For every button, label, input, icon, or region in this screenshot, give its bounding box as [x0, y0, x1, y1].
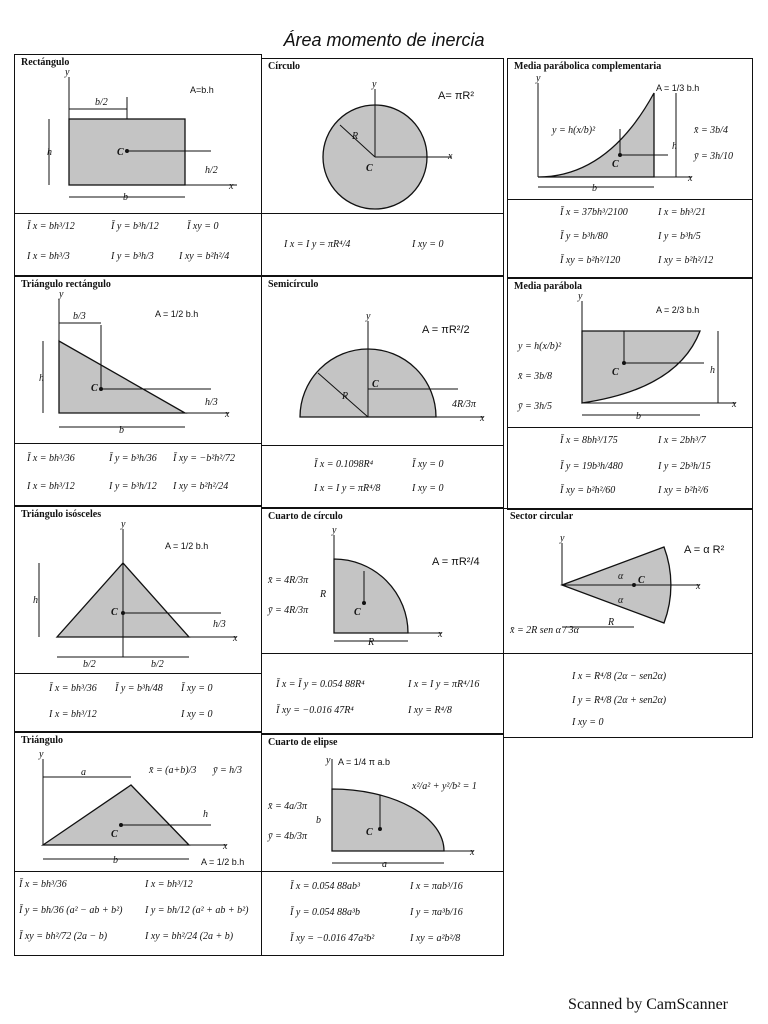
- centroid-label: C: [372, 379, 379, 390]
- formula: I x = πab³/16: [410, 881, 463, 892]
- formula: I y = R⁴/8 (2α + sen2α): [572, 695, 667, 706]
- area-label: A = α R²: [684, 544, 725, 556]
- formula: Ī x = Ī y = 0.054 88R⁴: [276, 679, 365, 690]
- formula: I x = bh³/12: [27, 481, 75, 492]
- centroid-y: ȳ = h/3: [213, 765, 242, 776]
- h2-label: h/2: [205, 165, 218, 176]
- cell-circular-sector: [503, 508, 753, 738]
- cell-title: Círculo: [268, 61, 301, 72]
- formula: Ī xy = −0.016 47a²b²: [290, 933, 375, 944]
- right-triangle-figure: [15, 277, 263, 447]
- formula: I x = I y = πR⁴/16: [408, 679, 480, 690]
- circular-sector-figure: [504, 509, 754, 659]
- offset-label: 4R/3π: [452, 399, 476, 410]
- alpha-bottom-label: α: [618, 595, 624, 606]
- formula: Ī xy = b²h²/120: [560, 255, 621, 266]
- centroid-label: C: [91, 383, 98, 394]
- h-label: h: [672, 141, 677, 152]
- radius-label: R: [608, 617, 615, 628]
- cell-rectangle: [14, 54, 262, 276]
- rectangle-figure: [15, 55, 263, 215]
- cell-title: Semicírculo: [268, 279, 319, 290]
- centroid-dot: [121, 611, 125, 615]
- formula: Ī xy = 0: [181, 683, 213, 694]
- cell-title: Rectángulo: [21, 57, 70, 68]
- formula: I y = b³h/12: [109, 481, 157, 492]
- area-label: A = 1/3 b.h: [656, 83, 700, 93]
- area-label: A = πR²/4: [432, 556, 480, 568]
- h-label: h: [710, 365, 715, 376]
- y-label: y: [332, 525, 337, 536]
- scanner-note: Scanned by CamScanner: [568, 996, 728, 1013]
- formula: Ī x = bh³/36: [27, 453, 75, 464]
- formula: Ī xy = −0.016 47R⁴: [276, 705, 354, 716]
- page-title: Área momento de inercia: [283, 30, 485, 50]
- alpha-top-label: α: [618, 571, 624, 582]
- formula: I x = I y = πR⁴/8: [314, 483, 381, 494]
- y-label: y: [366, 311, 371, 322]
- right-triangle-shape: [59, 341, 185, 413]
- cell-isosceles-triangle: [14, 506, 262, 732]
- radius-vert-label: R: [320, 589, 327, 600]
- centroid-label: C: [117, 147, 124, 158]
- cell-quarter-ellipse: [261, 734, 504, 956]
- h-label: h: [33, 595, 38, 606]
- centroid-x: x̄ = 4R/3π: [268, 575, 309, 586]
- formula: I y = b³h/3: [111, 251, 154, 262]
- formula: I xy = R⁴/8: [408, 705, 452, 716]
- y-label: y: [578, 291, 583, 302]
- b-label: b: [119, 425, 124, 436]
- formula: I y = πa³b/16: [410, 907, 463, 918]
- formula: Ī x = 0.1098R⁴: [314, 459, 374, 470]
- formula: Ī x = 8bh³/175: [560, 435, 618, 446]
- formula: Ī x = 0.054 88ab³: [290, 881, 361, 892]
- quarter-ellipse-figure: [262, 735, 505, 875]
- b2-left-label: b/2: [83, 659, 96, 670]
- area-label: A = 2/3 b.h: [656, 305, 700, 315]
- h-label: h: [47, 147, 52, 158]
- b3-label: b/3: [73, 311, 86, 322]
- centroid-y: ȳ = 4b/3π: [268, 831, 307, 842]
- formula: I xy = b²h²/12: [658, 255, 714, 266]
- centroid-dot: [632, 583, 636, 587]
- formula: Ī y = b³h/36: [109, 453, 157, 464]
- formula: Ī y = b³h/12: [111, 221, 159, 232]
- area-label: A= πR²: [438, 90, 475, 102]
- formula: Ī x = bh³/12: [27, 221, 75, 232]
- cell-title: Media parábolica complementaria: [514, 61, 662, 72]
- cell-title: Sector circular: [510, 511, 574, 522]
- centroid-x: x̄ = 4a/3π: [268, 801, 307, 812]
- y-label: y: [39, 749, 44, 760]
- cell-semicircle: [261, 276, 504, 508]
- formula: I x = bh³/21: [658, 207, 706, 218]
- formula: Ī y = b³h/48: [115, 683, 163, 694]
- h3-label: h/3: [205, 397, 218, 408]
- centroid-label: C: [111, 829, 118, 840]
- formula: I xy = b²h²/6: [658, 485, 709, 496]
- centroid-label: C: [612, 367, 619, 378]
- isosceles-triangle-figure: [15, 507, 263, 673]
- cell-title: Triángulo rectángulo: [21, 279, 111, 290]
- h-label: h: [39, 373, 44, 384]
- parabola-shape: [582, 331, 700, 403]
- formula: Ī x = bh³/36: [19, 879, 67, 890]
- area-label: A = 1/2 b.h: [155, 309, 199, 319]
- formula: I y = bh/12 (a² + ab + b²): [145, 905, 249, 916]
- formula: I xy = b²h²/24: [173, 481, 229, 492]
- b2-label: b/2: [95, 97, 108, 108]
- b-label: b: [113, 855, 118, 866]
- formula: I xy = 0: [181, 709, 213, 720]
- formula: I y = b³h/5: [658, 231, 701, 242]
- x-label: x: [732, 399, 737, 410]
- centroid-label: C: [111, 607, 118, 618]
- area-label: A = 1/2 b.h: [165, 541, 209, 551]
- formula: I xy = a²b²/8: [410, 933, 461, 944]
- y-label: y: [59, 289, 64, 300]
- area-label: A = πR²/2: [422, 324, 470, 336]
- formula: I x = I y = πR⁴/4: [284, 239, 351, 250]
- centroid-x: x̄ = (a+b)/3: [149, 765, 197, 776]
- x-label: x: [470, 847, 475, 858]
- formula: Ī x = bh³/36: [49, 683, 97, 694]
- formula: Ī y = b³h/80: [560, 231, 608, 242]
- formula: I x = R⁴/8 (2α − sen2α): [572, 671, 667, 682]
- formula: I x = bh³/3: [27, 251, 70, 262]
- x-label: x: [223, 841, 228, 852]
- formula: Ī y = 19b³h/480: [560, 461, 623, 472]
- cell-triangle: [14, 732, 262, 956]
- area-label: A = 1/2 b.h: [201, 857, 245, 867]
- curve-equation: y = h(x/b)²: [518, 341, 562, 352]
- centroid-y: ȳ = 4R/3π: [268, 605, 309, 616]
- centroid-label: C: [354, 607, 361, 618]
- centroid-y: ȳ = 3h/10: [694, 151, 733, 162]
- x-label: x: [233, 633, 238, 644]
- halfparabola-figure: [508, 279, 754, 429]
- formula: I xy = 0: [572, 717, 604, 728]
- y-label: y: [326, 755, 331, 766]
- centroid-label: C: [612, 159, 619, 170]
- centroid-x: x̄ = 2R sen α / 3α: [510, 625, 579, 636]
- cell-circle: [261, 58, 504, 276]
- centroid-y: ȳ = 3h/5: [518, 401, 552, 412]
- x-label: x: [696, 581, 701, 592]
- cell-title: Cuarto de elipse: [268, 737, 338, 748]
- cell-halfparabola-complement: [507, 58, 753, 278]
- formula: Ī x = 37bh³/2100: [560, 207, 628, 218]
- area-label: A=b.h: [190, 85, 214, 95]
- semicircle-figure: [262, 277, 505, 447]
- centroid-label: C: [638, 575, 645, 586]
- x-label: x: [480, 413, 485, 424]
- quarter-circle-figure: [262, 509, 505, 659]
- h-label: h: [203, 809, 208, 820]
- cell-title: Cuarto de círculo: [268, 511, 343, 522]
- x-label: x: [448, 151, 453, 162]
- b-label: b: [123, 192, 128, 203]
- cell-right-triangle: [14, 276, 262, 506]
- a-label: a: [382, 859, 387, 870]
- centroid-x: x̄ = 3b/4: [694, 125, 728, 136]
- formula: I x = bh³/12: [49, 709, 97, 720]
- cell-title: Triángulo isósceles: [21, 509, 102, 520]
- formula: I xy = bh²/24 (2a + b): [145, 931, 234, 942]
- b-label: b: [636, 411, 641, 422]
- formula: I x = bh³/12: [145, 879, 193, 890]
- y-label: y: [536, 73, 541, 84]
- radius-horiz-label: R: [368, 637, 375, 648]
- centroid-dot: [125, 149, 129, 153]
- y-label: y: [121, 519, 126, 530]
- triangle-figure: [15, 733, 263, 873]
- b2-right-label: b/2: [151, 659, 164, 670]
- formula: Ī y = 0.054 88a³b: [290, 907, 361, 918]
- centroid-label: C: [366, 827, 373, 838]
- curve-equation: x²/a² + y²/b² = 1: [412, 781, 477, 792]
- radius-label: R: [352, 131, 359, 142]
- formula: Ī xy = −b²h²/72: [173, 453, 235, 464]
- formula: Ī xy = 0: [187, 221, 219, 232]
- cell-title: Triángulo: [21, 735, 64, 746]
- centroid-label: C: [366, 163, 373, 174]
- area-label: A = 1/4 π a.b: [338, 757, 390, 767]
- formula: I xy = 0: [412, 239, 444, 250]
- centroid-x: x̄ = 3b/8: [518, 371, 552, 382]
- quarter-circle-shape: [334, 559, 408, 633]
- y-label: y: [65, 67, 70, 78]
- x-label: x: [229, 181, 234, 192]
- formula: Ī xy = 0: [412, 459, 444, 470]
- radius-label: R: [342, 391, 349, 402]
- formula: I x = 2bh³/7: [658, 435, 706, 446]
- halfparabola-complement-figure: [508, 59, 754, 199]
- y-label: y: [560, 533, 565, 544]
- x-label: x: [225, 409, 230, 420]
- a-label: a: [81, 767, 86, 778]
- b-label: b: [592, 183, 597, 194]
- y-label: y: [372, 79, 377, 90]
- formula: Ī y = bh/36 (a² − ab + b²): [19, 905, 123, 916]
- h3-label: h/3: [213, 619, 226, 630]
- x-label: x: [438, 629, 443, 640]
- cell-quarter-circle: [261, 508, 504, 734]
- formula: I xy = b²h²/4: [179, 251, 230, 262]
- cell-halfparabola: [507, 278, 753, 510]
- formula: I y = 2b³h/15: [658, 461, 711, 472]
- b-label: b: [316, 815, 321, 826]
- x-label: x: [688, 173, 693, 184]
- formula: I xy = 0: [412, 483, 444, 494]
- formula: Ī xy = bh²/72 (2a − b): [19, 931, 108, 942]
- quarter-ellipse-shape: [332, 789, 444, 851]
- formula: Ī xy = b²h²/60: [560, 485, 616, 496]
- circle-figure: [262, 59, 505, 219]
- curve-equation: y = h(x/b)²: [552, 125, 596, 136]
- cell-title: Media parábola: [514, 281, 583, 292]
